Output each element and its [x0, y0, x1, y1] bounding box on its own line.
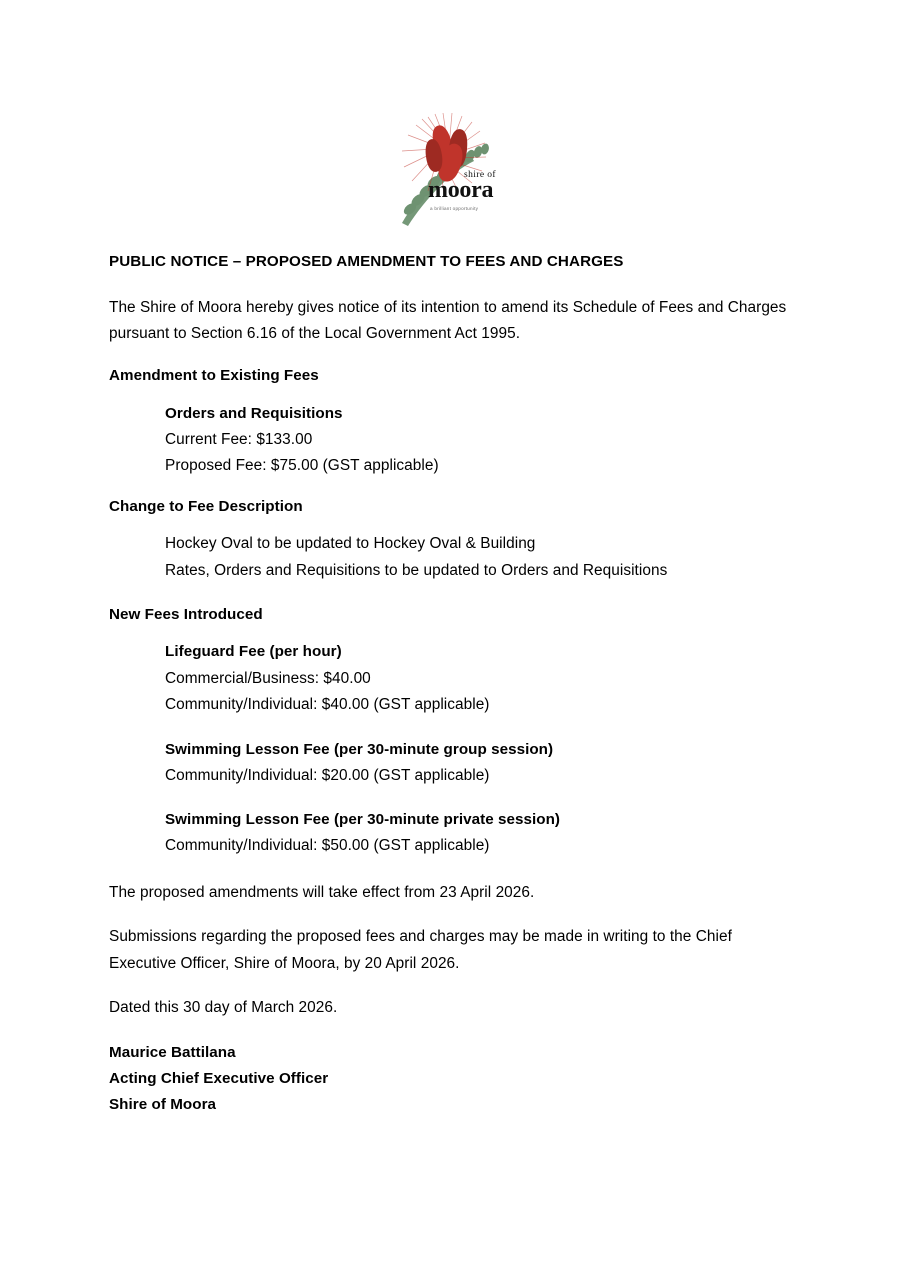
- shire-of-moora-logo: [388, 105, 518, 235]
- section-body-change-fee-description: [165, 531, 789, 584]
- section-heading-amendment-existing-fees: Amendment to Existing Fees: [109, 367, 319, 385]
- fee-group: [165, 807, 789, 860]
- fee-group: [165, 639, 789, 718]
- section-body-amendment-existing-fees: [165, 401, 789, 480]
- fee-line: Community/Individual: $40.00 (GST applicable): [165, 696, 490, 714]
- description-line: Rates, Orders and Requisitions to be updated to Orders and Requisitions: [165, 561, 668, 579]
- fee-line: Community/Individual: $20.00 (GST applicable): [165, 766, 490, 784]
- logo-header: [0, 105, 905, 235]
- logo-shire-of-text: shire of: [463, 170, 496, 180]
- notice-body: [109, 252, 789, 1118]
- spacer: [109, 860, 789, 880]
- section-body-new-fees-introduced: [165, 639, 789, 859]
- fee-line: Community/Individual: $50.00 (GST applicable): [165, 837, 490, 855]
- page-title: PUBLIC NOTICE – PROPOSED AMENDMENT TO FEES AND CHARGES: [109, 253, 624, 270]
- logo-tagline-text: a brilliant opportunity: [429, 206, 478, 211]
- fee-line: Current Fee: $133.00: [165, 430, 313, 448]
- dated-paragraph: Dated this 30 day of March 2026.: [109, 999, 338, 1017]
- signatory-name: Maurice Battilana: [109, 1043, 236, 1061]
- spacer: [109, 584, 789, 604]
- logo-moora-text: moora: [427, 177, 493, 203]
- submissions-paragraph: Submissions regarding the proposed fees and charges may be made in writing to the Chief Executive Officer, Shire of Moora, by 20 April 2026.: [109, 928, 732, 972]
- section-heading-new-fees-introduced: New Fees Introduced: [109, 606, 263, 624]
- fee-line: Proposed Fee: $75.00 (GST applicable): [165, 457, 439, 475]
- fee-name: Lifeguard Fee (per hour): [165, 643, 342, 661]
- fee-group: [165, 737, 789, 790]
- fee-name: Swimming Lesson Fee (per 30-minute group session): [165, 740, 554, 758]
- signature-block: [109, 1040, 789, 1118]
- fee-line: Commercial/Business: $40.00: [165, 669, 371, 687]
- effective-date-paragraph: The proposed amendments will take effect from 23 April 2026.: [109, 883, 535, 901]
- intro-paragraph: The Shire of Moora hereby gives notice of its intention to amend its Schedule of Fees and Charges pursuant to Section 6.16 of the Local Government Act 1995.: [109, 298, 787, 342]
- section-heading-change-fee-description: Change to Fee Description: [109, 497, 303, 515]
- signatory-organisation: Shire of Moora: [109, 1095, 217, 1113]
- fee-name: Orders and Requisitions: [165, 404, 343, 422]
- signatory-role: Acting Chief Executive Officer: [109, 1069, 329, 1087]
- description-line: Hockey Oval to be updated to Hockey Oval & Building: [165, 535, 536, 553]
- fee-group: [165, 401, 789, 480]
- fee-name: Swimming Lesson Fee (per 30-minute private session): [165, 811, 560, 829]
- spacer: [109, 480, 789, 496]
